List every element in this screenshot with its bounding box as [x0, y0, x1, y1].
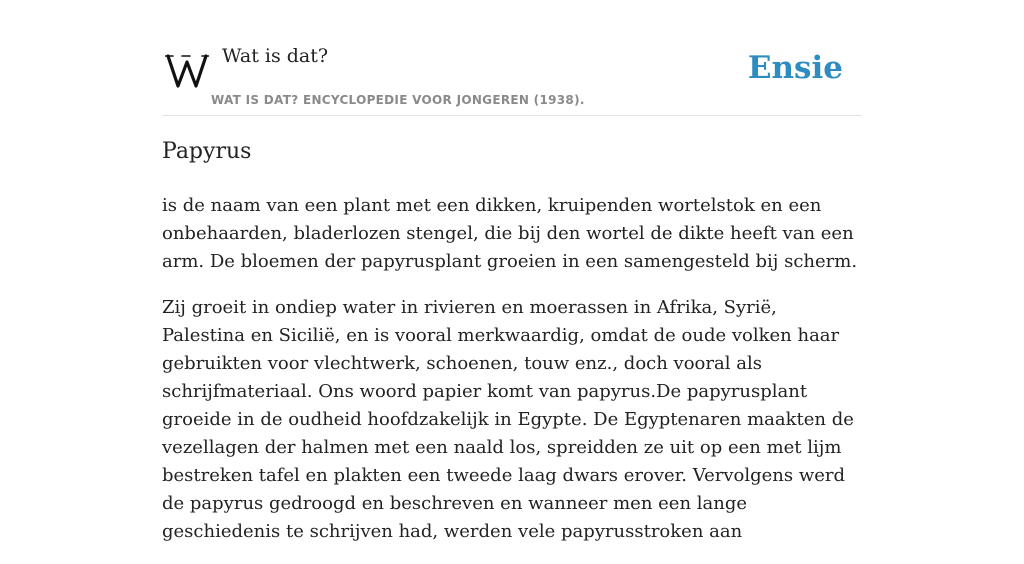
article-paragraph: is de naam van een plant met een dikken, kruipenden wortelstok en een onbehaarden, bladerlozen stengel, die bij den wortel de dikte heeft van een arm. De bloemen der papyrusplant groeien in een samengesteld bij scherm.: [162, 195, 858, 272]
source-subtitle: WAT IS DAT? ENCYCLOPEDIE VOOR JONGEREN (1938).: [211, 93, 585, 107]
article-body: [162, 192, 862, 564]
source-title[interactable]: Wat is dat?: [222, 45, 329, 67]
wikipedia-w-icon: [165, 52, 209, 90]
brand-logo-link[interactable]: Ensie: [747, 50, 843, 86]
page: [162, 0, 862, 542]
source-header: [162, 0, 862, 116]
article-paragraph: Zij groeit in ondiep water in rivieren en moerassen in Afrika, Syrië, Palestina en Sicilië, en is vooral merkwaardig, omdat de oude volken haar gebruikten voor vlechtwerk, schoenen, touw enz., doch vooral als schrijfmateriaal. Ons woord papier komt van papyrus.De papyrusplant groeide in de oudheid hoofdzakelijk in Egypte. De Egyptenaren maakten de vezellagen der halmen met een naald los, spreidden ze uit op een met lijm bestreken tafel en plakten een tweede laag dwars erover. Vervolgens werd de papyrus gedroogd en beschreven en wanneer men een lange geschiedenis te schrijven had, werden vele papyrusstroken aan: [162, 297, 854, 542]
article-term: Papyrus: [162, 139, 252, 164]
